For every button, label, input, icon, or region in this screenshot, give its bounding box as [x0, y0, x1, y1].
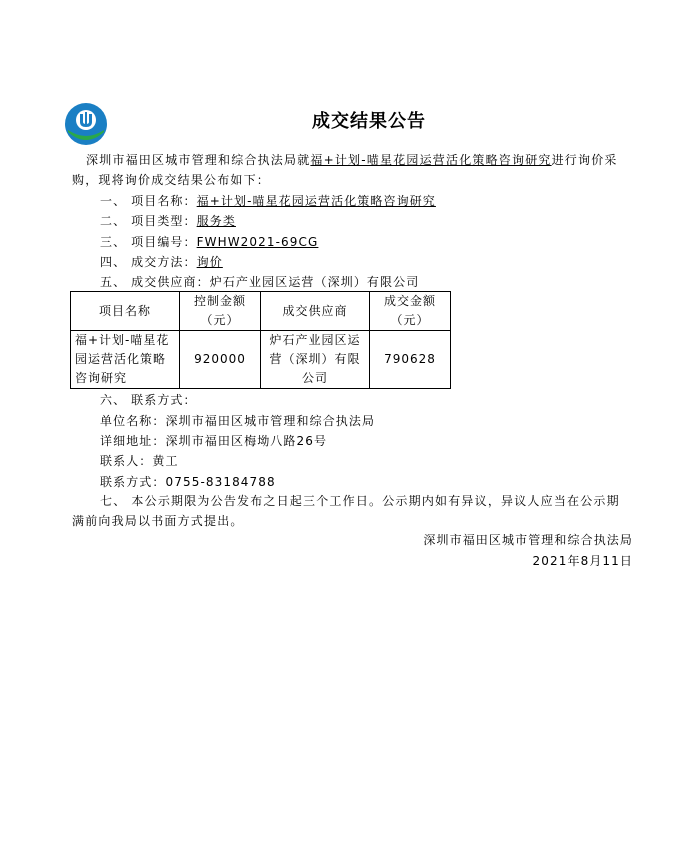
table-cell-deal-amount: 790628 [370, 331, 451, 389]
item-value: 服务类 [196, 214, 236, 228]
table-header: 项目名称 [71, 292, 180, 331]
item-supplier: 五、 成交供应商：炉石产业园区运营（深圳）有限公司 [100, 275, 420, 289]
contact-unit: 单位名称：深圳市福田区城市管理和综合执法局 [100, 414, 376, 428]
item-value: 福+计划-喵星花园运营活化策略咨询研究 [196, 194, 436, 208]
item-project-type: 二、 项目类型：服务类 [100, 214, 236, 228]
signature-org: 深圳市福田区城市管理和综合执法局 [423, 533, 633, 547]
item-deal-method: 四、 成交方法：询价 [100, 255, 223, 269]
table-cell-supplier: 炉石产业园区运营（深圳）有限公司 [261, 331, 370, 389]
table-header: 成交供应商 [261, 292, 370, 331]
signature-date: 2021年8月11日 [532, 554, 633, 568]
item-value: 询价 [196, 255, 223, 269]
table-header-row [71, 292, 451, 331]
contact-address: 详细地址：深圳市福田区梅坳八路26号 [100, 434, 328, 448]
contact-phone: 联系方式：0755-83184788 [100, 475, 276, 489]
item-value: 炉石产业园区运营（深圳）有限公司 [209, 275, 420, 289]
table-header: 控制金额（元） [180, 292, 261, 331]
intro-project-name: 福+计划-喵星花园运营活化策略咨询研究 [310, 153, 552, 167]
intro-prefix: 深圳市福田区城市管理和综合执法局就 [86, 153, 311, 167]
notice-paragraph: 七、 本公示期限为公告发布之日起三个工作日。公示期内如有异议，异议人应当在公示期满前向我局以书面方式提出。 [72, 494, 620, 528]
item-project-number: 三、 项目编号：FWHW2021-69CG [100, 235, 319, 249]
item-project-name: 一、 项目名称：福+计划-喵星花园运营活化策略咨询研究 [100, 194, 436, 208]
result-table [70, 291, 451, 389]
contact-person: 联系人：黄工 [100, 454, 179, 468]
page-title: 成交结果公告 [312, 111, 426, 132]
contact-heading: 六、 联系方式： [100, 393, 197, 407]
intro-suffix: 进行询价采购，现将询价成交结果公布如下： [72, 153, 618, 187]
city-management-bureau-logo [64, 102, 108, 146]
item-value: FWHW2021-69CG [196, 235, 319, 249]
table-row [71, 331, 451, 389]
intro-paragraph [72, 150, 632, 190]
table-cell-control-amount: 920000 [180, 331, 261, 389]
table-cell-project-name: 福+计划-喵星花园运营活化策略咨询研究 [71, 331, 180, 389]
table-header: 成交金额（元） [370, 292, 451, 331]
